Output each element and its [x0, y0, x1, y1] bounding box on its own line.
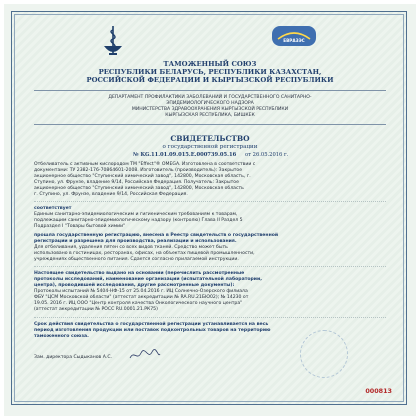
usage-line-2: использовано в гостиницах, ресторанах, офисах, на объектах пищевой промышленности, [34, 251, 255, 256]
eurasec-logo-icon [272, 26, 316, 46]
compliance-line-3: Подраздел I "Товары бытовой химии" [34, 224, 126, 229]
certificate-number: № KG.11.01.09.015.E.000739.05.16 [133, 152, 237, 158]
validity-line-3: таможенного союза. [34, 334, 89, 339]
signature-line: Зам. директора Сыдыканов А.С. [34, 355, 112, 360]
product-line-2: документами: ТУ 2382-176-70864601-2008. Изготовитель (производитель): Закрытое [34, 168, 243, 173]
certificate-subtitle: о государственной регистрации [162, 144, 258, 150]
bowl-of-hygieia-icon [100, 24, 126, 58]
validity-line-2: период изготовления продукции или поставок подконтрольных товаров на территорию [34, 328, 271, 333]
serial-number: 000813 [365, 387, 392, 395]
signature-scribble [128, 348, 162, 362]
usage-heading-1: прошла государственную регистрацию, внесена в Реестр свидетельств о государственной [34, 233, 279, 238]
section-divider [34, 201, 386, 202]
protocol-line-4: (аттестат аккредитации № РОСС RU.0001.21.РК75) [34, 307, 158, 312]
section-divider [34, 317, 386, 318]
protocol-line-1: Протоколы испытаний № 5404-НФ-15 от 25.04.2016 г. ИЦ Солнечно-Озерского филиала [34, 289, 248, 294]
compliance-heading: соответствует [34, 206, 72, 211]
compliance-line-2: подлежащим санитарно-эпидемиологическому надзору (контролю) Глава II Раздел 5 [34, 218, 243, 223]
header-line-2: РЕСПУБЛИКИ БЕЛАРУСЬ, РЕСПУБЛИКИ КАЗАХСТАН, [98, 68, 322, 76]
department-line-2: ЭПИДЕМИОЛОГИЧЕСКОГО НАДЗОРА [166, 101, 254, 106]
department-divider [34, 124, 386, 125]
logo-text: ЕВРАЗЭС [283, 38, 305, 43]
department-line-1: ДЕПАРТАМЕНТ ПРОФИЛАКТИКИ ЗАБОЛЕВАНИЙ И ГОСУДАРСТВЕННОГО САНИТАРНО- [108, 95, 312, 100]
protocol-line-2: ФБУ "ЦСМ Московской области" (аттестат аккредитации № RA.RU.21БЮ02); № 14230 от [34, 295, 249, 300]
department-line-3: МИНИСТЕРСТВА ЗДРАВООХРАНЕНИЯ КЫРГЫЗСКОЙ РЕСПУБЛИКИ [131, 107, 289, 112]
header-line-1: ТАМОЖЕННЫЙ СОЮЗ [163, 60, 257, 68]
usage-heading-2: регистрации и разрешена для производства, реализации и использования. [34, 239, 237, 244]
official-stamp [300, 330, 348, 378]
product-line-1: Отбеливатель с активным кислородом ТМ "Effect"® OMEGA. Изготовлена в соответствии с [34, 162, 256, 167]
header-divider [34, 90, 386, 91]
product-line-6: г. Ступино, ул. Фрунзе, владение 9/14, Российская Федерация. [34, 192, 188, 197]
protocol-heading-3: центра), проводившей исследования, другие рассмотренные документы): [34, 283, 235, 288]
protocol-heading-1: Настоящее свидетельство выдано на основании (перечислить рассмотренные [34, 271, 245, 276]
product-line-3: акционерное общество "Ступинский химический завод", 142800, Московская область, г. [34, 174, 251, 179]
usage-line-1: Для отбеливания, удаления пятен со всех видов тканей. Средство может быть [34, 245, 228, 250]
compliance-line-1: Единым санитарно-эпидемиологическим и гигиеническим требованиям к товарам, [34, 212, 238, 217]
product-line-5: акционерное общество "Ступинский химический завод", 142800, Московская область [34, 186, 244, 191]
certificate-date: от 26.05.2016 г. [245, 152, 289, 158]
header-line-3: РОССИЙСКОЙ ФЕДЕРАЦИИ И КЫРГЫЗСКОЙ РЕСПУБЛИКИ [86, 76, 334, 84]
protocol-line-3: 19.05. 2016 г. ИЦ ООО "Центр контроля качества Онкологического научного центра" [34, 301, 243, 306]
product-line-4: Ступино, ул. Фрунзе, владение 9/14, Российская Федерация. Получатель: Закрытое [34, 180, 239, 185]
certificate-title: СВИДЕТЕЛЬСТВО [170, 134, 250, 143]
department-line-4: КЫРГЫЗСКАЯ РЕСПУБЛИКА, БИШКЕК [165, 113, 255, 118]
validity-line-1: Срок действия свидетельства о государственной регистрации устанавливается на весь [34, 322, 269, 327]
section-divider [34, 266, 386, 267]
usage-line-3: учреждениях общественного питания. Сдается согласно прилагаемой инструкции. [34, 257, 239, 262]
protocol-heading-2: протоколы исследований, наименование организации (испытательной лаборатории, [34, 277, 262, 282]
